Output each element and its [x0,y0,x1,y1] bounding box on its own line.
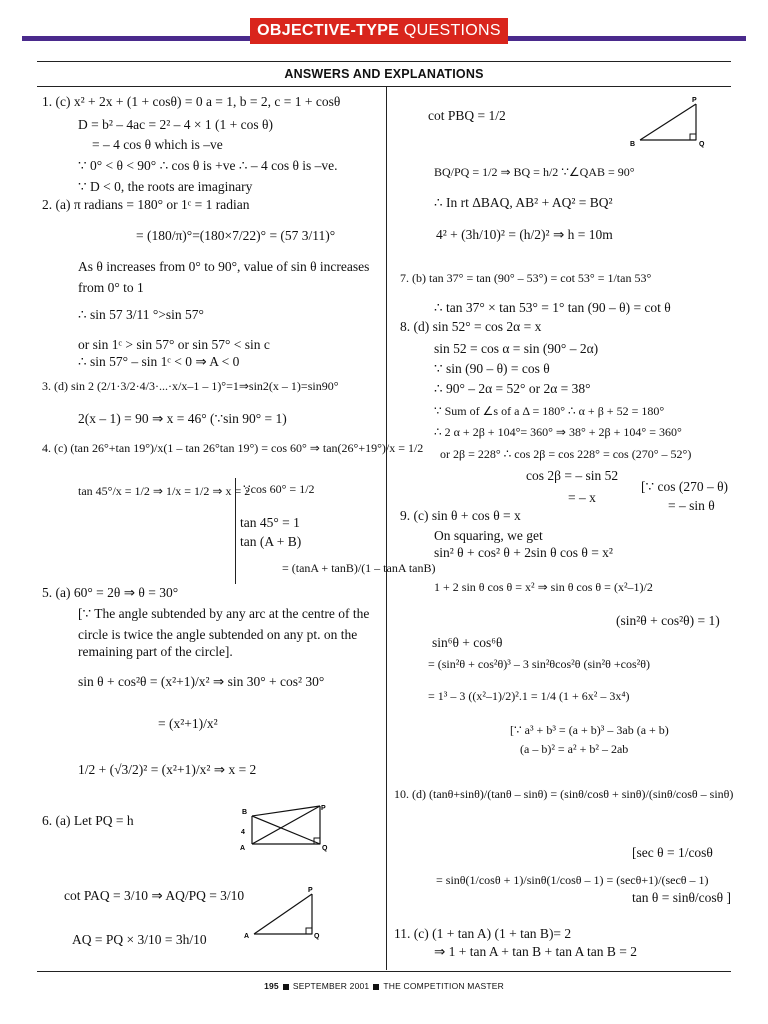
answer-4-line: = (tanA + tanB)/(1 – tanA tanB) [282,561,436,575]
figpbq-label-b: B [630,141,636,148]
footer-date: SEPTEMBER 2001 [292,981,370,991]
answer-10-line: tan θ = sinθ/cosθ ] [632,890,732,905]
banner-regular: QUESTIONS [399,22,501,39]
answer-8-line: [∵ cos (270 – θ) [641,479,729,494]
answer-11-line: ⇒ 1 + tan A + tan B + tan A tan B = 2 [434,944,638,959]
answer-9-line: 1 + 2 sin θ cos θ = x² ⇒ sin θ cos θ = (x²–1)/2 [434,580,653,594]
answer-9-line: 9. (c) sin θ + cos θ = x [400,508,521,523]
answer-3-line: 3. (d) sin 2 (2/1·3/2·4/3·...·x/x–1 – 1)°=1⇒sin2(x – 1)=sin90° [42,379,339,393]
figure-pbq [630,96,710,150]
answer-8-line: sin 52 = cos α = sin (90° – 2α) [434,341,599,356]
answer-6-cont-line: 4² + (3h/10)² = (h/2)² ⇒ h = 10m [436,227,613,242]
fig6b-label-a: A [244,933,250,940]
answer-4-bracket [235,478,236,584]
answer-2-line: ∴ sin 57° – sin 1ᶜ < 0 ⇒ A < 0 [78,354,240,369]
answer-4-line: 4. (c) (tan 26°+tan 19°)/x(1 – tan 26°tan 19°) = cos 60° ⇒ tan(26°+19°)/x = 1/2 [42,441,424,455]
answer-5-line: 1/2 + (√3/2)² = (x²+1)/x² ⇒ x = 2 [78,762,257,777]
answer-1-line: 1. (c) x² + 2x + (1 + cosθ) = 0 a = 1, b = 2, c = 1 + cosθ [42,94,341,109]
answer-6-cont-line: cot PBQ = 1/2 [428,108,506,123]
answer-6-line: cot PAQ = 3/10 ⇒ AQ/PQ = 3/10 [64,888,245,903]
answer-9-line: sin² θ + cos² θ + 2sin θ cos θ = x² [434,545,613,560]
answer-8-line: cos 2β = – sin 52 [526,468,619,483]
answer-9-line: (sin²θ + cos²θ) = 1) [616,613,720,628]
answer-1-line: ∵ 0° < θ < 90° ∴ cos θ is +ve ∴ – 4 cos θ is –ve. [78,158,338,173]
footer-square-icon [373,984,379,990]
answer-8-line: ∴ 2 α + 2β + 104°= 360° ⇒ 38° + 2β + 104° = 360° [434,425,682,439]
answer-9-line: [∵ a³ + b³ = (a + b)³ – 3ab (a + b) [510,723,669,737]
bottom-rule [37,971,731,972]
answer-4-line: ∵cos 60° = 1/2 [243,482,315,496]
figpbq-label-q: Q [699,141,705,148]
answer-3-line: 2(x – 1) = 90 ⇒ x = 46° (∵sin 90° = 1) [78,411,287,426]
answer-2-line: = (180/π)°=(180×7/22)° = (57 3/11)° [136,228,336,243]
fig6-label-b: B [242,809,248,816]
fig6b-label-p: P [308,887,313,894]
answer-4-line: tan (A + B) [240,534,302,549]
answer-9-line: (a – b)² = a² + b² – 2ab [520,742,629,756]
answer-7-line: 7. (b) tan 37° = tan (90° – 53°) = cot 53° = 1/tan 53° [400,271,652,285]
section-title: ANSWERS AND EXPLANATIONS [284,67,484,81]
column-divider [386,86,387,970]
footer-square-icon [283,984,289,990]
answer-10-line: 10. (d) (tanθ+sinθ)/(tanθ – sinθ) = (sinθ/cosθ + sinθ)/(sinθ/cosθ – sinθ) [394,787,734,801]
answer-7-line: ∴ tan 37° × tan 53° = 1° tan (90 – θ) = cot θ [434,300,671,315]
answer-9-line: sin⁶θ + cos⁶θ [432,635,503,650]
answer-5-line: circle is twice the angle subtended on any pt. on the [78,627,358,642]
answer-9-line: = 1³ – 3 ((x²–1)/2)².1 = 1/4 (1 + 6x² – 3x⁴) [428,689,630,703]
answer-10-line: [sec θ = 1/cosθ [632,845,713,860]
answer-2-line: As θ increases from 0° to 90°, value of sin θ increases [78,259,370,274]
answer-1-line: = – 4 cos θ which is –ve [92,137,223,152]
fig6-label-q: Q [322,845,328,852]
answer-2-line: ∴ sin 57 3/11 °>sin 57° [78,307,204,322]
banner-bold: OBJECTIVE-TYPE [257,22,400,39]
fig6-label-a: A [240,845,246,852]
answer-1-line: ∵ D < 0, the roots are imaginary [78,179,253,194]
answer-2-line: 2. (a) π radians = 180° or 1ᶜ = 1 radian [42,197,250,212]
figure-q6-apq [244,886,324,940]
footer-magazine: THE COMPETITION MASTER [383,981,504,991]
answer-5-line: [∵ The angle subtended by any arc at the centre of the [78,606,370,621]
answer-2-line: from 0° to 1 [78,280,144,295]
section-banner [250,18,508,44]
answer-8-line: ∵ Sum of ∠s of a Δ = 180° ∴ α + β + 52 = 180° [434,404,665,418]
answer-5-line: remaining part of the circle]. [78,644,233,659]
answer-9-line: = (sin²θ + cos²θ)³ – 3 sin²θcos²θ (sin²θ +cos²θ) [428,657,650,671]
page-footer [0,981,768,991]
fig6-label-p: P [321,805,326,812]
top-rule [37,61,731,62]
answer-8-line: ∵ sin (90 – θ) = cos θ [434,361,550,376]
answer-6-cont-line: BQ/PQ = 1/2 ⇒ BQ = h/2 ∵∠QAB = 90° [434,165,635,179]
answer-5-line: = (x²+1)/x² [158,716,218,731]
fig6b-label-q: Q [314,933,320,940]
answer-5-line: 5. (a) 60° = 2θ ⇒ θ = 30° [42,585,179,600]
answer-6-cont-line: ∴ In rt ΔBAQ, AB² + AQ² = BQ² [434,195,613,210]
answer-10-line: = sinθ(1/cosθ + 1)/sinθ(1/cosθ – 1) = (secθ+1)/(secθ – 1) [436,873,709,887]
answer-8-line: 8. (d) sin 52° = cos 2α = x [400,319,542,334]
figpbq-label-p: P [692,97,697,104]
answer-4-line: tan 45° = 1 [240,515,300,530]
answer-6-line: 6. (a) Let PQ = h [42,813,134,828]
answer-8-line: = – sin θ [668,498,715,513]
answer-5-line: sin θ + cos²θ = (x²+1)/x² ⇒ sin 30° + cos² 30° [78,674,325,689]
answer-11-line: 11. (c) (1 + tan A) (1 + tan B)= 2 [394,926,572,941]
answer-1-line: D = b² – 4ac = 2² – 4 × 1 (1 + cos θ) [78,117,273,132]
answer-8-line: or 2β = 228° ∴ cos 2β = cos 228° = cos (270° – 52°) [440,447,692,461]
answer-8-line: ∴ 90° – 2α = 52° or 2α = 38° [434,381,591,396]
page-number: 195 [264,981,279,991]
head-rule [37,86,731,87]
answer-4-line: tan 45°/x = 1/2 ⇒ 1/x = 1/2 ⇒ x = 2 [78,484,251,498]
fig6-label-4: 4 [241,829,245,836]
figure-q6-abpq [236,804,332,852]
answer-9-line: On squaring, we get [434,528,543,543]
answer-8-line: = – x [568,490,596,505]
answer-6-line: AQ = PQ × 3/10 = 3h/10 [72,932,207,947]
answer-2-line: or sin 1ᶜ > sin 57° or sin 57° < sin c [78,337,270,352]
